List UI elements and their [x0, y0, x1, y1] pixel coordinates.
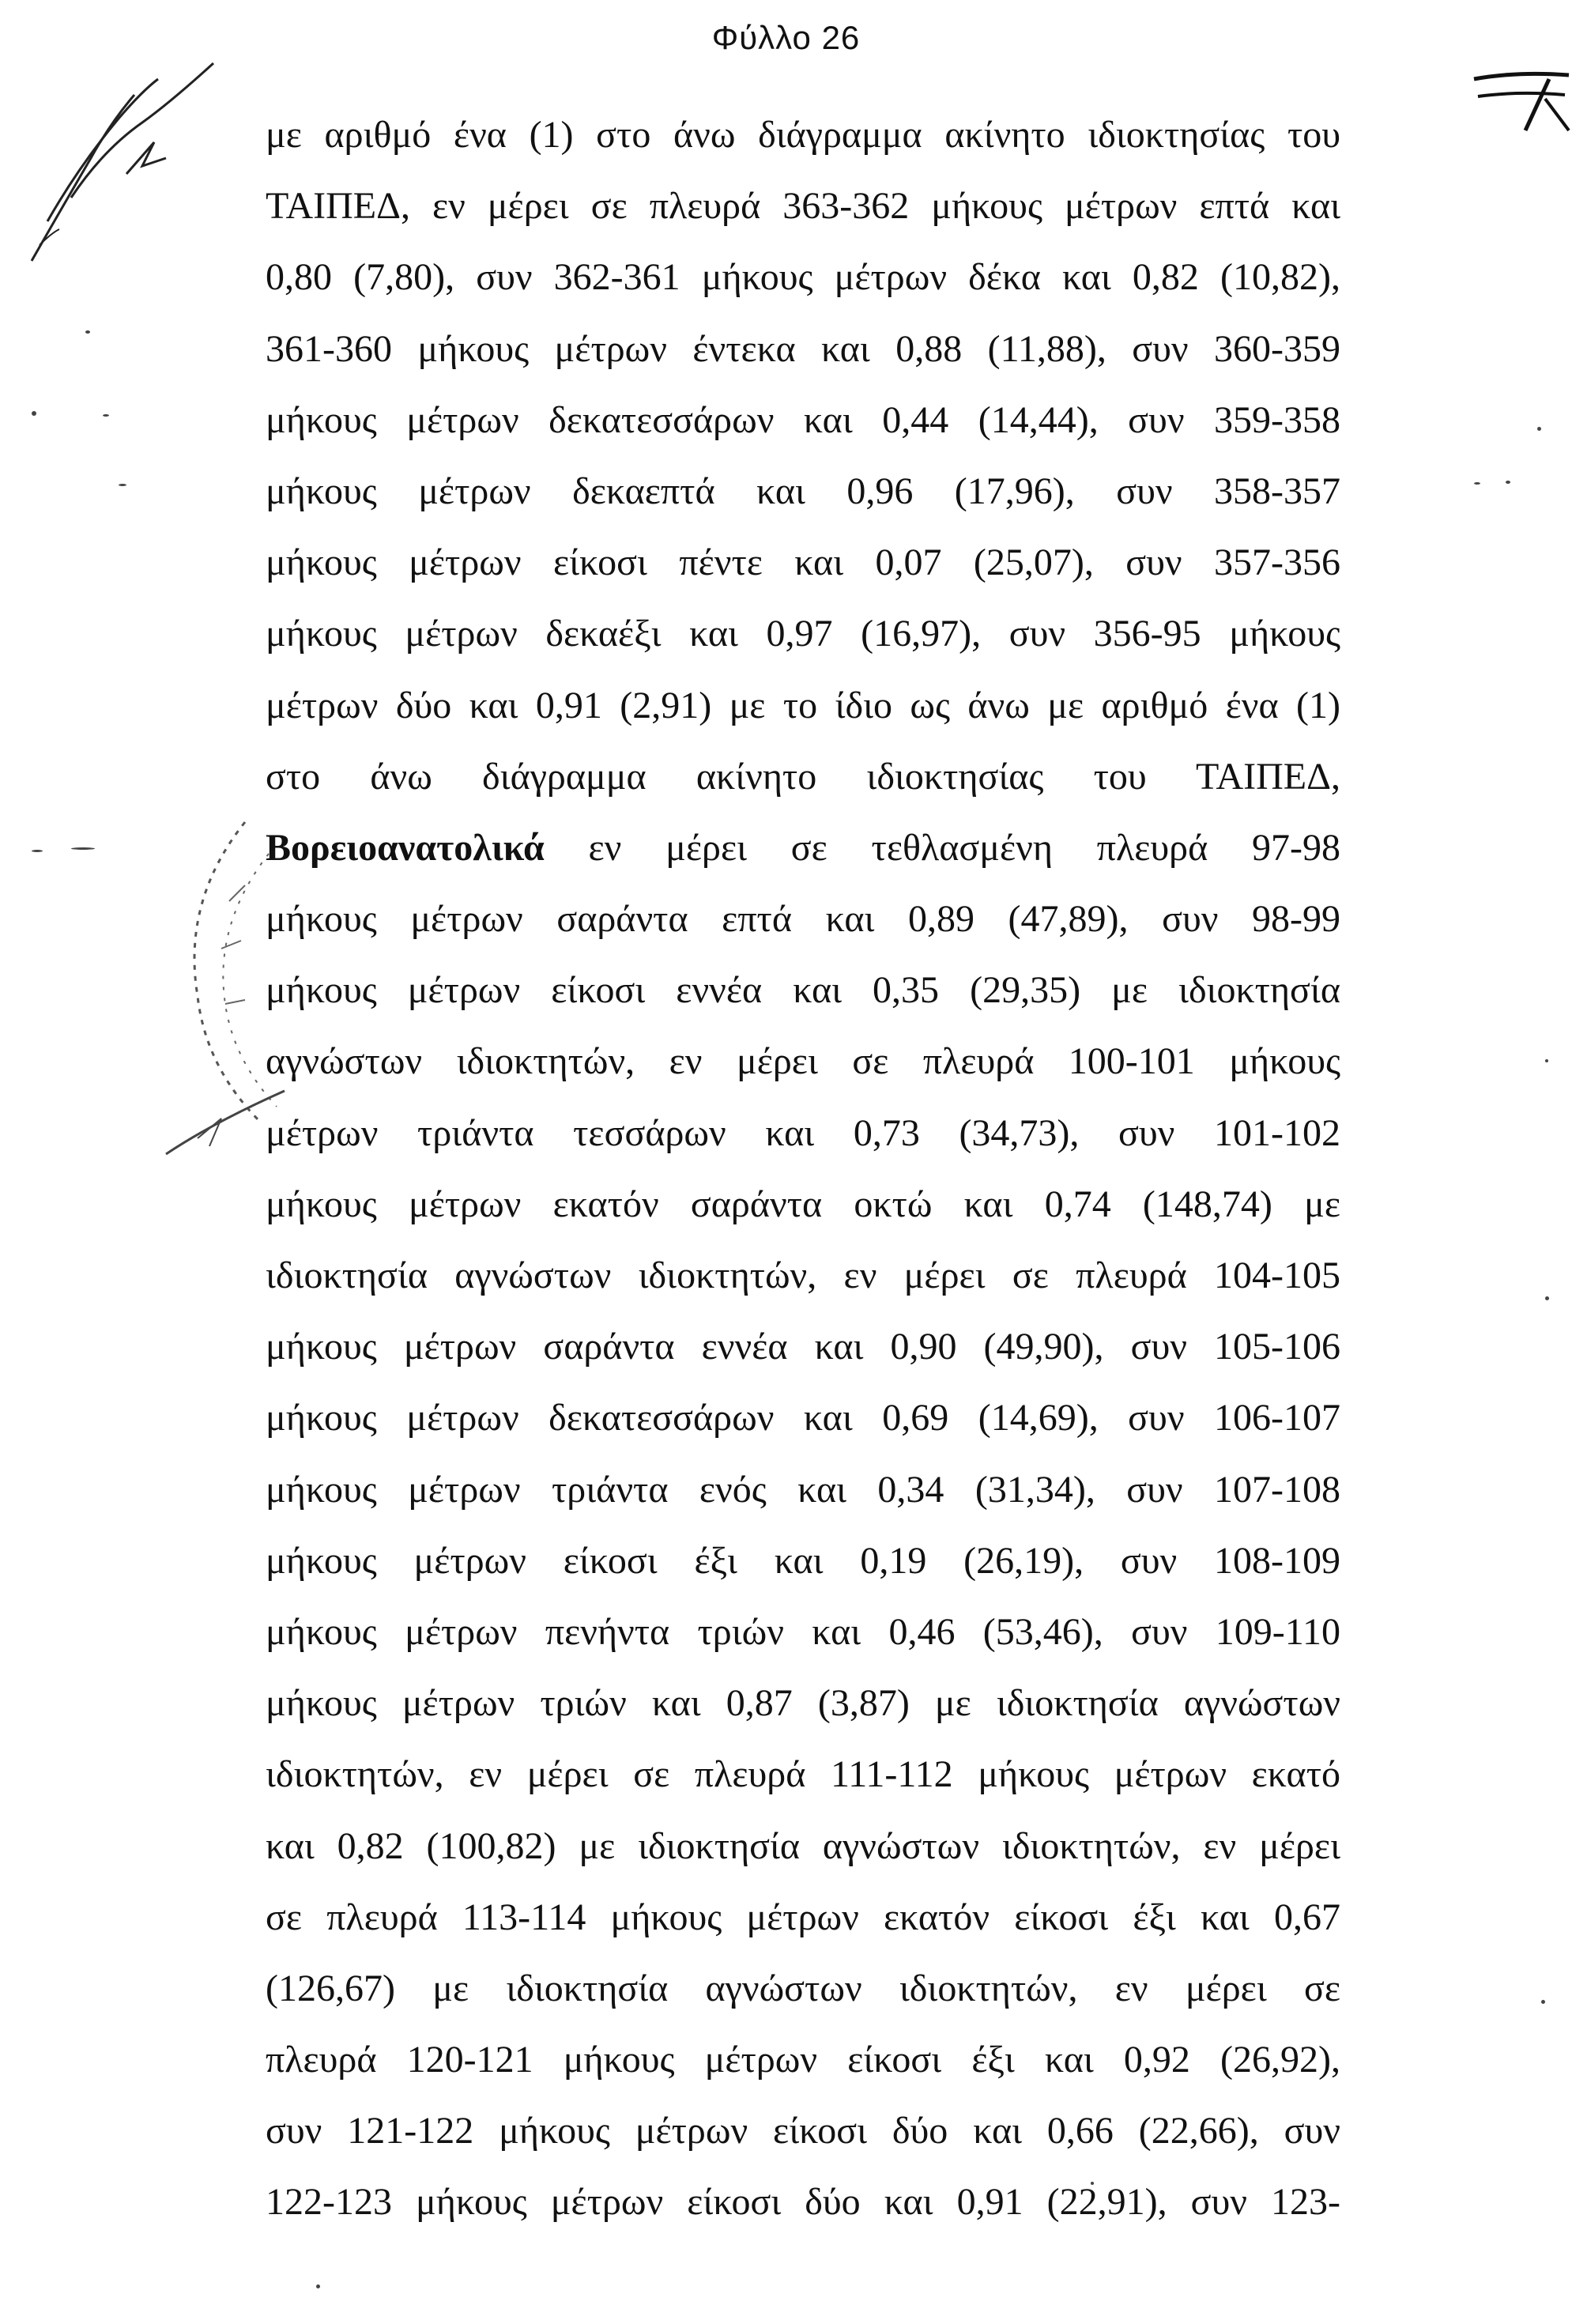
text-line — [266, 1454, 1340, 1526]
text-segment: μέτρων δύο και 0,91 (2,91) με το ίδιο ως άνω με αριθμό ένα (1) — [266, 684, 1340, 726]
text-line — [266, 1240, 1340, 1311]
text-line — [266, 1668, 1340, 1739]
text-segment: σε πλευρά 113-114 μήκους μέτρων εκατόν είκοσι έξι και 0,67 — [266, 1896, 1340, 1938]
page-header — [0, 19, 1572, 57]
text-line — [266, 385, 1340, 456]
text-line — [266, 741, 1340, 813]
text-segment: συν 121-122 μήκους μέτρων είκοσι δύο και 0,66 (22,66), συν — [266, 2110, 1340, 2152]
text-line — [266, 1098, 1340, 1169]
text-segment: μήκους μέτρων σαράντα εννέα και 0,90 (49,90), συν 105-106 — [266, 1326, 1340, 1368]
text-line — [266, 598, 1340, 670]
text-line — [266, 1026, 1340, 1097]
text-line — [266, 527, 1340, 598]
text-segment: ιδιοκτητών, εν μέρει σε πλευρά 111-112 μήκους μέτρων εκατό — [266, 1753, 1340, 1796]
scan-speck — [32, 411, 36, 416]
text-line — [266, 1311, 1340, 1383]
text-line — [266, 100, 1340, 171]
scan-speck — [71, 847, 95, 850]
text-line — [266, 1597, 1340, 1668]
text-segment: ΤΑΙΠΕΔ, εν μέρει σε πλευρά 363-362 μήκους μέτρων επτά και — [266, 185, 1340, 228]
text-segment: μήκους μέτρων δεκατεσσάρων και 0,44 (14,44), συν 359-358 — [266, 398, 1340, 441]
scan-speck — [1545, 1059, 1548, 1062]
text-line — [266, 813, 1340, 884]
text-line — [266, 2024, 1340, 2096]
text-segment: μήκους μέτρων είκοσι εννέα και 0,35 (29,35) με ιδιοκτησία — [266, 969, 1340, 1012]
scan-speck — [32, 850, 43, 852]
text-line — [266, 1811, 1340, 1882]
text-segment: 122-123 μήκους μέτρων είκοσι δύο και 0,91 (22,91), συν 123- — [266, 2181, 1340, 2224]
text-line — [266, 1383, 1340, 1454]
text-line — [266, 314, 1340, 385]
sheet-number: Φύλλο 26 — [711, 19, 861, 56]
text-segment: μήκους μέτρων δεκαέξι και 0,97 (16,97), συν 356-95 μήκους — [266, 613, 1340, 655]
text-segment: ιδιοκτησία αγνώστων ιδιοκτητών, εν μέρει σε πλευρά 104-105 — [266, 1254, 1340, 1296]
scan-speck — [1545, 1296, 1549, 1300]
scan-speck — [1541, 2000, 1545, 2004]
text-segment: μήκους μέτρων δεκατεσσάρων και 0,69 (14,69), συν 106-107 — [266, 1397, 1340, 1439]
corner-initial-mark — [1470, 55, 1572, 142]
text-segment: μήκους μέτρων εκατόν σαράντα οκτώ και 0,74 (148,74) με — [266, 1183, 1340, 1225]
text-segment: (126,67) με ιδιοκτησία αγνώστων ιδιοκτητών, εν μέρει σε — [266, 1967, 1340, 2009]
text-line — [266, 884, 1340, 955]
text-segment: 0,80 (7,80), συν 362-361 μήκους μέτρων δέκα και 0,82 (10,82), — [266, 256, 1340, 299]
handwritten-signature — [16, 47, 221, 277]
scan-speck — [1506, 481, 1510, 484]
text-line — [266, 456, 1340, 527]
text-segment: αγνώστων ιδιοκτητών, εν μέρει σε πλευρά 100-101 μήκους — [266, 1040, 1340, 1083]
text-segment: εν μέρει σε τεθλασμένη πλευρά 97-98 — [544, 826, 1340, 869]
text-segment: μήκους μέτρων τριάντα ενός και 0,34 (31,34), συν 107-108 — [266, 1468, 1340, 1511]
scan-speck — [85, 330, 90, 334]
text-line — [266, 1169, 1340, 1240]
text-line — [266, 242, 1340, 313]
text-line — [266, 2167, 1340, 2238]
text-segment: μήκους μέτρων πενήντα τριών και 0,46 (53,46), συν 109-110 — [266, 1610, 1340, 1653]
text-segment: μήκους μέτρων δεκαεπτά και 0,96 (17,96), συν 358-357 — [266, 470, 1340, 512]
text-segment: μέτρων τριάντα τεσσάρων και 0,73 (34,73), συν 101-102 — [266, 1111, 1340, 1154]
text-line — [266, 1882, 1340, 1953]
text-line — [266, 1526, 1340, 1597]
text-line — [266, 171, 1340, 242]
text-segment: και 0,82 (100,82) με ιδιοκτησία αγνώστων ιδιοκτητών, εν μέρει — [266, 1824, 1340, 1867]
text-segment: με αριθμό ένα (1) στο άνω διάγραμμα ακίνητο ιδιοκτησίας του — [266, 114, 1340, 156]
text-line — [266, 2096, 1340, 2167]
scan-speck — [1474, 482, 1480, 485]
text-segment: πλευρά 120-121 μήκους μέτρων είκοσι έξι και 0,92 (26,92), — [266, 2039, 1340, 2081]
scan-speck — [1537, 427, 1541, 431]
scan-speck — [119, 484, 126, 486]
scan-speck — [316, 2284, 320, 2288]
text-segment: μήκους μέτρων τριών και 0,87 (3,87) με ιδιοκτησία αγνώστων — [266, 1682, 1340, 1725]
text-segment: μήκους μέτρων είκοσι πέντε και 0,07 (25,07), συν 357-356 — [266, 541, 1340, 584]
text-segment: μήκους μέτρων είκοσι έξι και 0,19 (26,19), συν 108-109 — [266, 1539, 1340, 1582]
text-segment: 361-360 μήκους μέτρων έντεκα και 0,88 (11,88), συν 360-359 — [266, 327, 1340, 370]
text-line — [266, 1953, 1340, 2024]
bold-heading-word: Βορειοανατολικά — [266, 826, 545, 869]
text-line — [266, 1739, 1340, 1810]
document-body — [266, 100, 1340, 2239]
text-segment: στο άνω διάγραμμα ακίνητο ιδιοκτησίας του ΤΑΙΠΕΔ, — [266, 755, 1340, 798]
text-line — [266, 670, 1340, 741]
text-line — [266, 955, 1340, 1026]
scan-speck — [103, 414, 109, 417]
text-segment: μήκους μέτρων σαράντα επτά και 0,89 (47,89), συν 98-99 — [266, 898, 1340, 941]
